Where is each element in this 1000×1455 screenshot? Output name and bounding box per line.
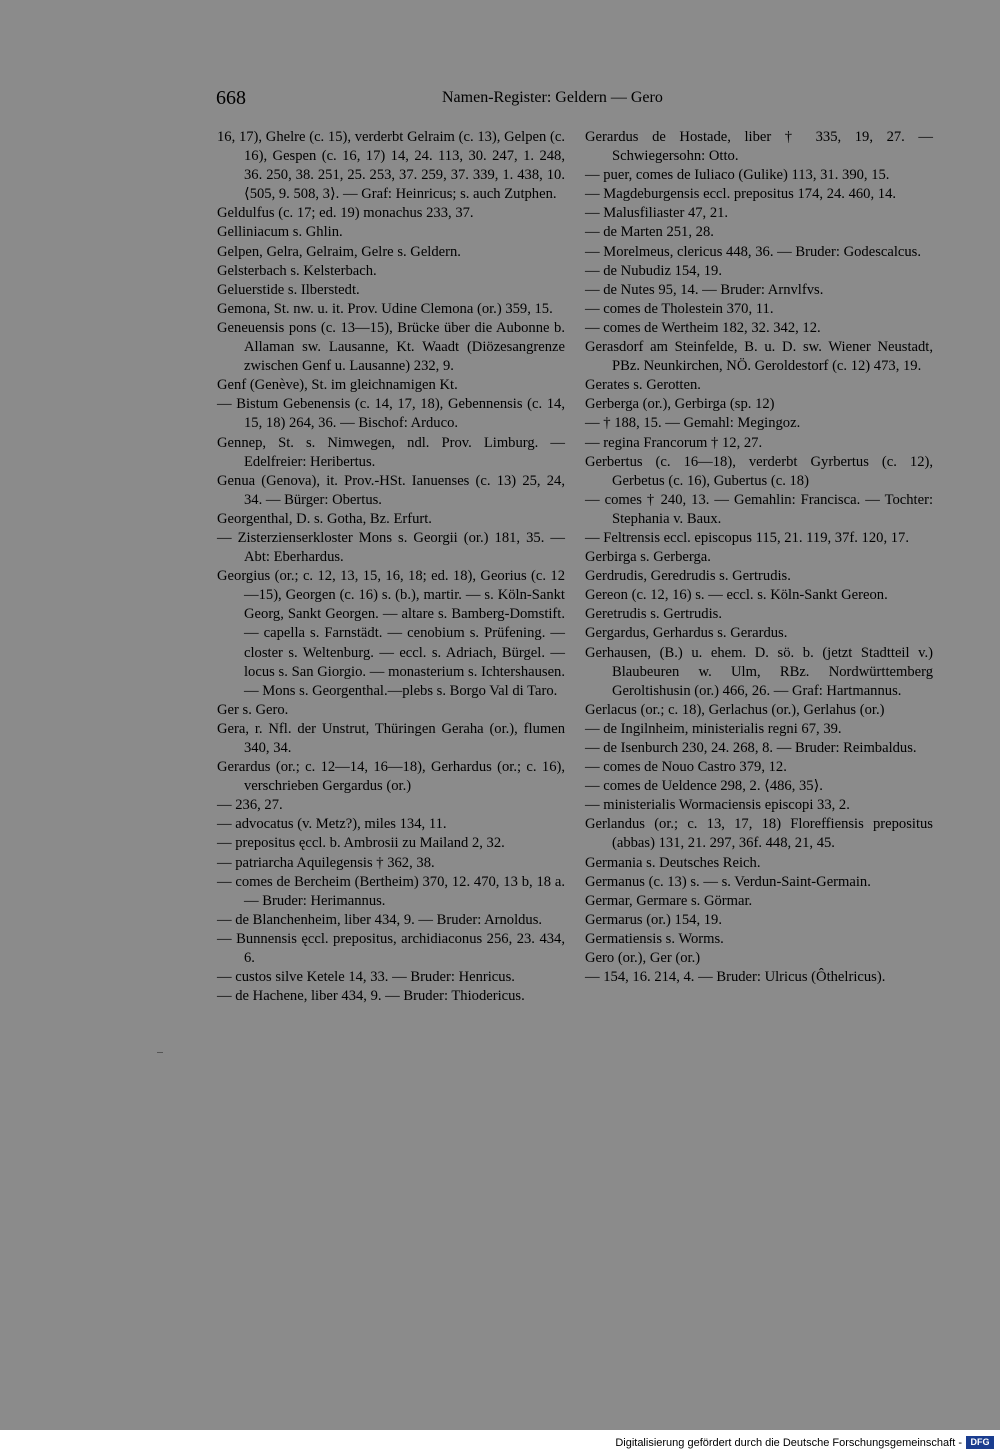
register-entry: Gerdrudis, Geredrudis s. Gertrudis. bbox=[585, 568, 791, 585]
register-entry: Germania s. Deutsches Reich. bbox=[585, 854, 761, 871]
register-entry: — comes de Wertheim 182, 32. 342, 12. bbox=[585, 319, 821, 336]
register-entry: Gera, r. Nfl. der Unstrut, Thüringen Geraha (or.), flumen 340, 34. bbox=[217, 720, 565, 756]
register-entry: — Zisterzienserkloster Mons s. Georgii (or.) 181, 35. — Abt: Eberhardus. bbox=[217, 529, 565, 566]
page-number: 668 bbox=[216, 87, 246, 109]
running-head: Namen-Register: Geldern — Gero bbox=[442, 89, 663, 106]
register-entry: Gerlacus (or.; c. 18), Gerlachus (or.), Gerlahus (or.) bbox=[585, 701, 885, 718]
register-entry: Geneuensis pons (c. 13—15), Brücke über die Aubonne b. Allaman sw. Lausanne, Kt. Waadt (Diözesangrenze zwischen Genf u. Lausanne) 232, 9. bbox=[217, 319, 565, 375]
register-entry: Gelsterbach s. Kelsterbach. bbox=[217, 262, 377, 279]
footer-bar bbox=[0, 1430, 1000, 1455]
register-entry: Gero (or.), Ger (or.) bbox=[585, 950, 701, 967]
register-entry: Gerbertus (c. 16—18), verderbt Gyrbertus (c. 12), Gerbetus (c. 16), Gubertus (c. 18) bbox=[585, 453, 933, 489]
register-entry: — regina Francorum † 12, 27. bbox=[585, 434, 763, 451]
dfg-logo: DFG bbox=[966, 1436, 994, 1449]
register-entry: — 236, 27. bbox=[217, 797, 283, 814]
register-entry: — Bunnensis ęccl. prepositus, archidiaconus 256, 23. 434, 6. bbox=[217, 930, 565, 967]
register-entry: — custos silve Ketele 14, 33. — Bruder: Henricus. bbox=[217, 969, 515, 986]
register-entry: Genua (Genova), it. Prov.-HSt. Ianuenses (c. 13) 25, 24, 34. — Bürger: Obertus. bbox=[217, 472, 565, 508]
register-entry: Gerardus de Hostade, liber † 335, 19, 27. — Schwiegersohn: Otto. bbox=[585, 129, 933, 165]
register-entry: — † 188, 15. — Gemahl: Megingoz. bbox=[585, 415, 801, 432]
register-entry: Gerhausen, (B.) u. ehem. D. sö. b. (jetzt Stadtteil v.) Blaubeuren w. Ulm, RBz. Nordwürttemberg Geroltishusin (or.) 466, 26. — Graf: Hartmannus. bbox=[585, 644, 933, 699]
register-entry: — Magdeburgensis eccl. prepositus 174, 24. 460, 14. bbox=[585, 186, 897, 203]
register-entry: — comes † 240, 13. — Gemahlin: Francisca. — Tochter: Stephania v. Baux. bbox=[585, 491, 933, 527]
register-entry: Geldulfus (c. 17; ed. 19) monachus 233, 37. bbox=[217, 205, 474, 222]
page-header bbox=[216, 87, 933, 113]
register-entry: — de Hachene, liber 434, 9. — Bruder: Thiodericus. bbox=[217, 988, 525, 1005]
register-entry: Gennep, St. s. Nimwegen, ndl. Prov. Limburg. — Edelfreier: Heribertus. bbox=[217, 434, 565, 470]
register-entry: — comes de Bercheim (Bertheim) 370, 12. 470, 13 b, 18 a. — Bruder: Herimannus. bbox=[217, 873, 565, 909]
register-entry: — de Blanchenheim, liber 434, 9. — Bruder: Arnoldus. bbox=[217, 911, 543, 928]
register-entry: Ger s. Gero. bbox=[217, 701, 289, 718]
register-entry: — de Nutes 95, 14. — Bruder: Arnvlfvs. bbox=[585, 281, 824, 298]
register-entry: — patriarcha Aquilegensis † 362, 38. bbox=[217, 854, 435, 871]
register-entry: — de Nubudiz 154, 19. bbox=[585, 262, 723, 279]
register-entry: — Feltrensis eccl. episcopus 115, 21. 119, 37f. 120, 17. bbox=[585, 529, 909, 546]
register-entry: Gemona, St. nw. u. it. Prov. Udine Clemona (or.) 359, 15. bbox=[217, 300, 553, 317]
register-entry: Germatiensis s. Worms. bbox=[585, 930, 724, 947]
register-entry: Georgius (or.; c. 12, 13, 15, 16, 18; ed. 18), Georius (c. 12—15), Georgen (c. 16) s. (b.), martir. — s. Köln-Sankt Georg, Sankt Georgen. — altare s. Bamberg-Domstift. — capella s. Farnstädt. — cenobium s. Prüfening. — closter s. Weltenburg. — eccl. s. Adriach, Bürgel. — locus s. San Giorgio. — monasterium s. Ichtershausen. — Mons s. Georgenthal.—plebs s. Borgo Val di Taro. bbox=[217, 568, 565, 699]
register-entry: Geretrudis s. Gertrudis. bbox=[585, 606, 722, 623]
register-entry: Gerates s. Gerotten. bbox=[585, 377, 701, 394]
register-entry: Gerasdorf am Steinfelde, B. u. D. sw. Wiener Neustadt, PBz. Neunkirchen, NÖ. Geroldestorf (c. 12) 473, 19. bbox=[585, 339, 933, 375]
register-entry: Gelpen, Gelra, Gelraim, Gelre s. Geldern. bbox=[217, 243, 461, 260]
register-entry: — ministerialis Wormaciensis episcopi 33, 2. bbox=[585, 797, 850, 814]
register-entry: — de Ingilnheim, ministerialis regni 67, 39. bbox=[585, 720, 842, 737]
register-entry: Gerlandus (or.; c. 13, 17, 18) Floreffiensis prepositus (abbas) 131, 21. 297, 36f. 448, 21, 45. bbox=[585, 816, 933, 852]
left-column bbox=[217, 128, 565, 1006]
register-entry: Genf (Genève), St. im gleichnamigen Kt. bbox=[217, 377, 458, 394]
register-entry: Gergardus, Gerhardus s. Gerardus. bbox=[585, 625, 788, 642]
register-entry: Germanus (c. 13) s. — s. Verdun-Saint-Germain. bbox=[585, 873, 871, 890]
register-entry: 16, 17), Ghelre (c. 15), verderbt Gelraim (c. 13), Gelpen (c. 16), Gespen (c. 16, 17) 14, 24. 113, 30. 247, 1. 248, 36. 250, 38. 251, 25. 253, 37. 259, 37. 339, 1. 438, 10. ⟨505, 9. 508, 3⟩. — Graf: Heinricus; s. auch Zutphen. bbox=[217, 129, 565, 203]
register-entry: — comes de Ueldence 298, 2. ⟨486, 35⟩. bbox=[585, 778, 823, 795]
register-entry: Germarus (or.) 154, 19. bbox=[585, 911, 722, 928]
register-entry: — de Marten 251, 28. bbox=[585, 224, 714, 241]
register-entry: — Morelmeus, clericus 448, 36. — Bruder: Godescalcus. bbox=[585, 243, 921, 260]
register-entry: — prepositus ęccl. b. Ambrosii zu Mailand 2, 32. bbox=[217, 835, 505, 852]
register-entry: — Bistum Gebenensis (c. 14, 17, 18), Gebennensis (c. 14, 15, 18) 264, 36. — Bischof: Arduco. bbox=[217, 396, 565, 432]
register-entry: — de Isenburch 230, 24. 268, 8. — Bruder: Reimbaldus. bbox=[585, 740, 917, 756]
register-entry: Gelliniacum s. Ghlin. bbox=[217, 224, 343, 241]
register-entry: Gerberga (or.), Gerbirga (sp. 12) bbox=[585, 396, 775, 413]
register-entry: Geluerstide s. Ilberstedt. bbox=[217, 281, 360, 298]
margin-mark bbox=[157, 1052, 163, 1053]
register-entry: Gerardus (or.; c. 12—14, 16—18), Gerhardus (or.; c. 16), verschrieben Gergardus (or.) bbox=[217, 759, 565, 795]
register-entry: Gerbirga s. Gerberga. bbox=[585, 549, 711, 566]
right-column bbox=[585, 128, 933, 987]
register-entry: — comes de Tholestein 370, 11. bbox=[585, 300, 774, 317]
register-entry: — puer, comes de Iuliaco (Gulike) 113, 31. 390, 15. bbox=[585, 167, 890, 184]
register-entry: Gereon (c. 12, 16) s. — eccl. s. Köln-Sankt Gereon. bbox=[585, 587, 888, 604]
register-entry: Germar, Germare s. Görmar. bbox=[585, 892, 753, 909]
register-entry: — Malusfiliaster 47, 21. bbox=[585, 205, 729, 222]
register-entry: — 154, 16. 214, 4. — Bruder: Ulricus (Ôthelricus). bbox=[585, 969, 886, 986]
register-entry: — comes de Nouo Castro 379, 12. bbox=[585, 759, 787, 776]
register-entry: Georgenthal, D. s. Gotha, Bz. Erfurt. bbox=[217, 510, 432, 527]
footer-text: Digitalisierung gefördert durch die Deutsche Forschungsgemeinschaft - bbox=[615, 1437, 962, 1449]
register-entry: — advocatus (v. Metz?), miles 134, 11. bbox=[217, 816, 447, 833]
